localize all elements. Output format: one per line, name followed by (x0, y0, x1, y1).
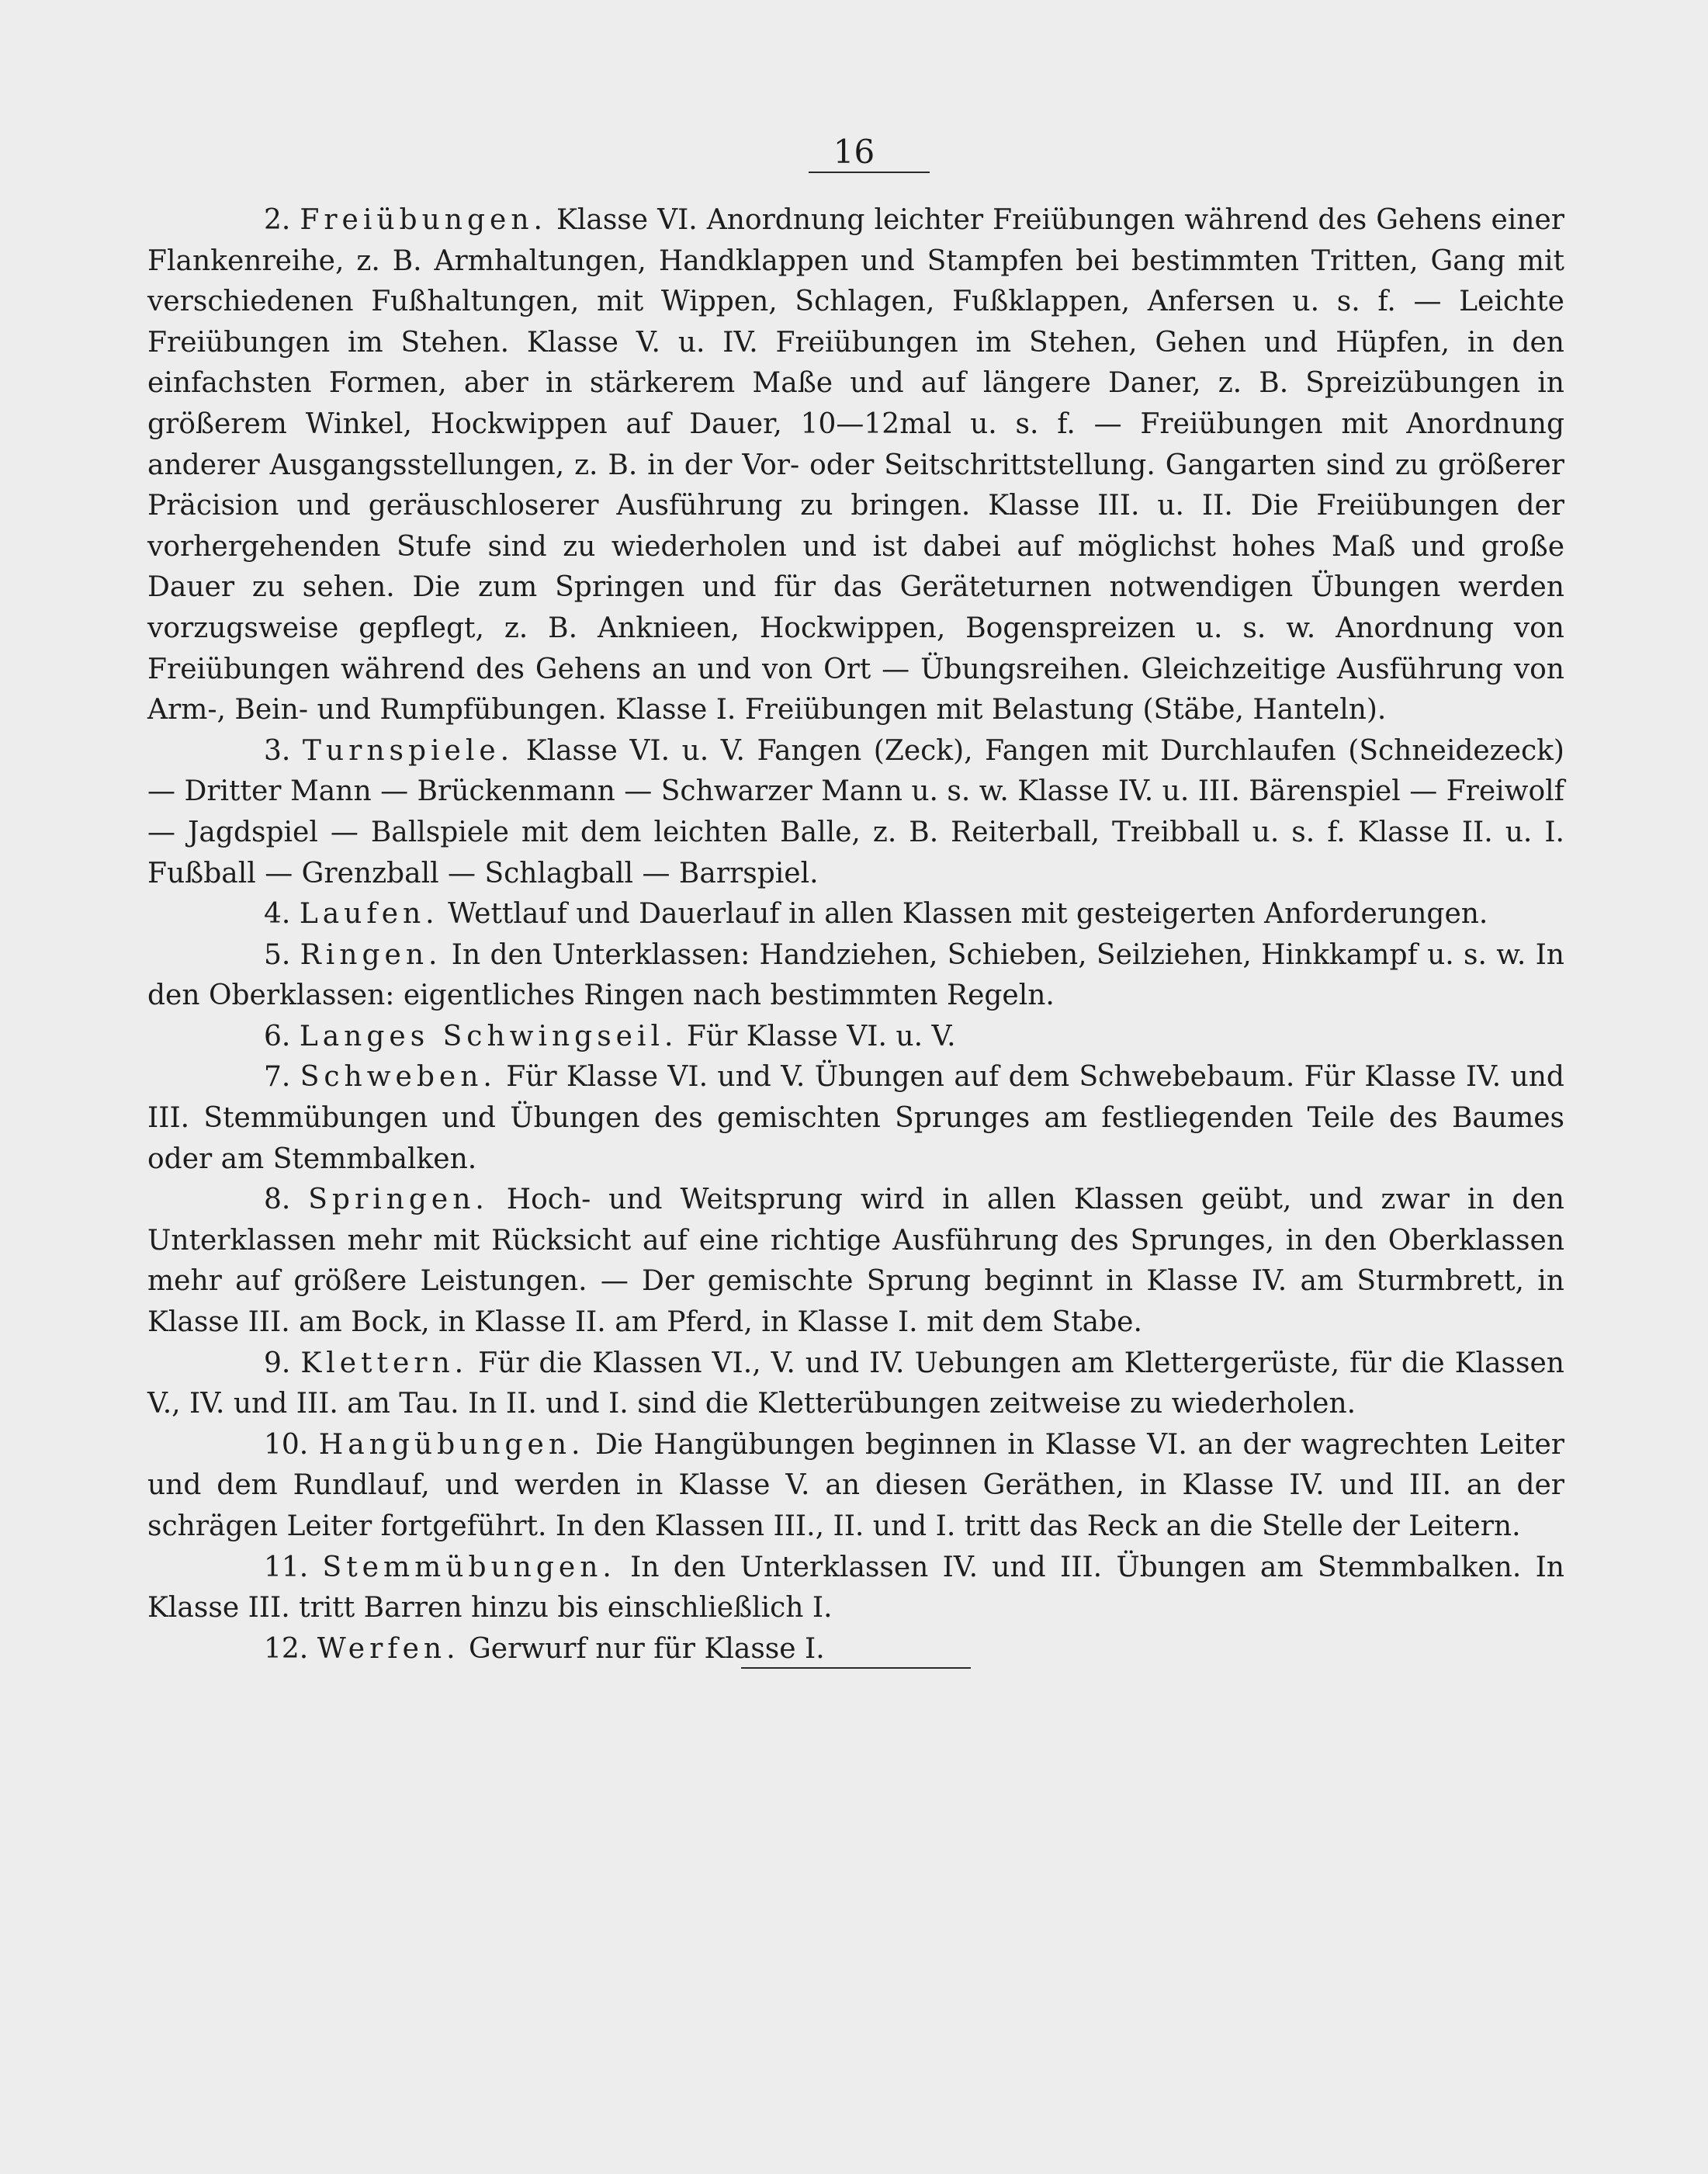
section-number: 8. (264, 1184, 291, 1216)
section-text: In den Unterklassen IV. und III. Übungen am Stemmbalken. In Klasse III. tritt Barren hinzu bis einschließlich I. (147, 1551, 1564, 1624)
section-turnspiele (147, 731, 1564, 894)
section-number: 10. (264, 1428, 309, 1461)
section-klettern (147, 1344, 1564, 1425)
section-freiuebungen (147, 200, 1564, 731)
section-schweben (147, 1057, 1564, 1180)
body-text (147, 200, 1564, 1670)
section-text: Klasse VI. u. V. Fangen (Zeck), Fangen mit Durchlaufen (Schneidezeck) — Dritter Mann — Brückenmann — Schwarzer Mann u. s. w. Klasse IV. u. III. Bärenspiel — Freiwolf — Jagdspiel — Ballspiele mit dem leichten Balle, z. B. Reiterball, Treibball u. s. f. Klasse II. u. I. Fußball — Grenzball — Schlagball — Barrspiel. (147, 734, 1564, 889)
section-langes-schwingseil (147, 1017, 1564, 1058)
page-number: 16 (833, 133, 875, 171)
section-heading: Springen. (308, 1184, 489, 1216)
section-text: Für Klasse VI. und V. Übungen auf dem Schwebebaum. Für Klasse IV. und III. Stemmübungen und Übungen des gemischten Sprunges am festliegenden Teile des Baumes oder am Stemmbalken. (147, 1061, 1564, 1175)
section-heading: Klettern. (300, 1347, 469, 1379)
section-text: In den Unterklassen: Handziehen, Schieben, Seilziehen, Hinkkampf u. s. w. In den Oberklassen: eigentliches Ringen nach bestimmten Regeln. (147, 938, 1564, 1012)
section-hanguebungen (147, 1425, 1564, 1548)
section-heading: Turnspiele. (302, 734, 514, 767)
section-number: 12. (264, 1632, 309, 1665)
section-number: 9. (264, 1347, 291, 1379)
section-number: 3. (264, 734, 291, 767)
section-stemmuebungen (147, 1548, 1564, 1629)
section-text: Die Hangübungen beginnen in Klasse VI. an der wagrechten Leiter und dem Rundlauf, und werden in Klasse V. an diesen Geräthen, in Klasse IV. und III. an der schrägen Leiter fortgeführt. In den Klassen III., II. und I. tritt das Reck an die Stelle der Leitern. (147, 1428, 1564, 1542)
section-number: 7. (264, 1061, 291, 1094)
section-number: 11. (264, 1551, 309, 1583)
section-springen (147, 1180, 1564, 1343)
section-text: Hoch- und Weitsprung wird in allen Klassen geübt, und zwar in den Unterklassen mehr mit Rücksicht auf eine richtige Ausführung des Sprunges, in den Oberklassen mehr auf größere Leistungen. — Der gemischte Sprung beginnt in Klasse IV. am Sturmbrett, in Klasse III. am Bock, in Klasse II. am Pferd, in Klasse I. mit dem Stabe. (147, 1184, 1564, 1339)
section-text: Wettlauf und Dauerlauf in allen Klassen mit gesteigerten Anforderungen. (448, 898, 1488, 931)
section-heading: Ringen. (300, 938, 442, 971)
section-werfen (147, 1629, 1564, 1670)
section-ringen (147, 935, 1564, 1017)
section-text: Für Klasse VI. u. V. (686, 1020, 956, 1052)
section-text: Gerwurf nur für Klasse I. (469, 1632, 825, 1665)
section-number: 5. (264, 938, 291, 971)
section-number: 6. (264, 1020, 291, 1052)
section-number: 2. (264, 204, 291, 236)
section-text: Für die Klassen VI., V. und IV. Uebungen am Klettergerüste, für die Klassen V., IV. und III. am Tau. In II. und I. sind die Kletterübungen zeitweise zu wiederholen. (147, 1347, 1564, 1420)
section-heading: Freiübungen. (300, 204, 547, 236)
section-heading: Stemmübungen. (322, 1551, 616, 1583)
section-text: Klasse VI. Anordnung leichter Freiübungen während des Gehens einer Flankenreihe, z. B. Armhaltungen, Handklappen und Stampfen bei bestimmten Tritten, Gang mit verschiedenen Fußhaltungen, mit Wippen, Schlagen, Fußklappen, Anfersen u. s. f. — Leichte Freiübungen im Stehen. Klasse V. u. IV. Freiübungen im Stehen, Gehen und Hüpfen, in den einfachsten Formen, aber in stärkerem Maße und auf längere Daner, z. B. Spreizübungen in größerem Winkel, Hockwippen auf Dauer, 10—12mal u. s. f. — Freiübungen mit Anordnung anderer Ausgangsstellungen, z. B. in der Vor- oder Seitschrittstellung. Gangarten sind zu größerer Präcision und geräuschloserer Ausführung zu bringen. Klasse III. u. II. Die Freiübungen der vorhergehenden Stufe sind zu wiederholen und ist dabei auf möglichst hohes Maß und große Dauer zu sehen. Die zum Springen und für das Geräteturnen notwendigen Übungen werden vorzugsweise gepflegt, z. B. Anknieen, Hockwippen, Bogenspreizen u. s. w. Anordnung von Freiübungen während des Gehens an und von Ort — Übungsreihen. Gleichzeitige Ausführung von Arm-, Bein- und Rumpfübungen. Klasse I. Freiübungen mit Belastung (Stäbe, Hanteln). (147, 204, 1564, 726)
closing-rule (741, 1667, 971, 1669)
section-heading: Laufen. (299, 898, 439, 931)
section-number: 4. (264, 898, 291, 931)
section-heading: Werfen. (317, 1632, 460, 1665)
section-heading: Schweben. (300, 1061, 497, 1094)
section-heading: Langes Schwingseil. (299, 1020, 678, 1052)
header-rule (809, 172, 930, 173)
section-heading: Hangübungen. (318, 1428, 585, 1461)
section-laufen (147, 894, 1564, 935)
